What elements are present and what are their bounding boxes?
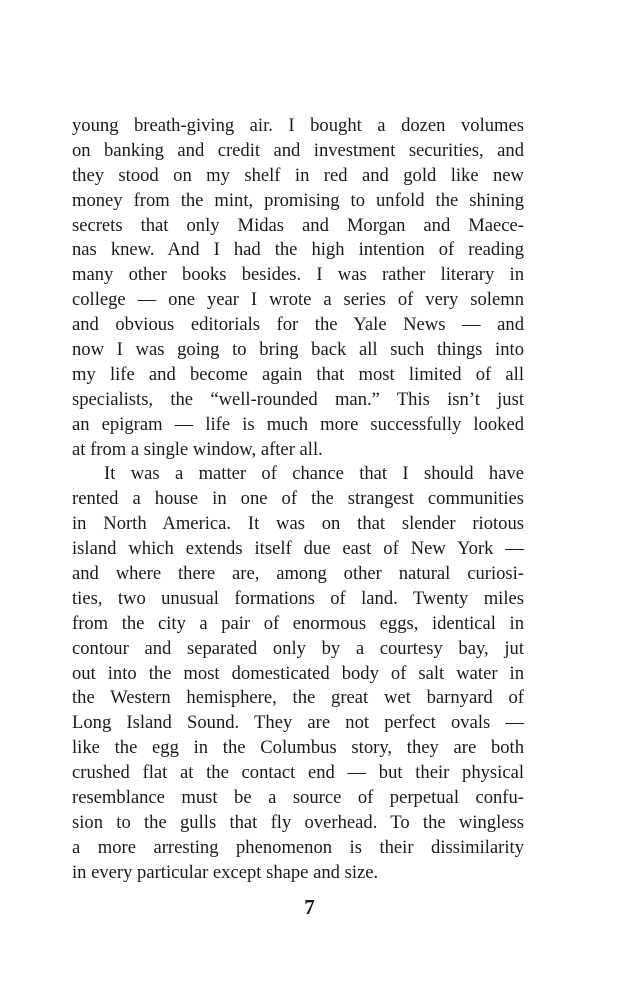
- text-line: and obvious editorials for the Yale News — and: [72, 314, 524, 336]
- text-line: and where there are, among other natural curiosi-: [72, 563, 524, 585]
- text-line: in North America. It was on that slender riotous: [72, 513, 524, 535]
- text-line: specialists, the “well-rounded man.” This isn’t just: [72, 388, 524, 410]
- text-line: young breath-giving air. I bought a dozen volumes: [72, 115, 524, 136]
- text-line: they stood on my shelf in red and gold like new: [72, 164, 524, 186]
- text-line: like the egg in the Columbus story, they are both: [72, 737, 524, 759]
- text-line: now I was going to bring back all such things into: [72, 339, 524, 361]
- text-line: ties, two unusual formations of land. Twenty miles: [72, 587, 524, 609]
- text-line: a more arresting phenomenon is their dissimilarity: [72, 836, 524, 858]
- paragraph-2: [72, 462, 524, 885]
- text-line: out into the most domesticated body of salt water in: [72, 662, 524, 684]
- text-line: an epigram — life is much more successfully looked: [72, 413, 524, 435]
- text-line: island which extends itself due east of New York —: [72, 538, 524, 560]
- text-line: the Western hemisphere, the great wet barnyard of: [72, 687, 524, 709]
- text-line: It was a matter of chance that I should have: [104, 463, 524, 485]
- body-text: [72, 114, 524, 886]
- text-line: on banking and credit and investment securities, and: [72, 139, 524, 161]
- paragraph-1: [72, 114, 524, 462]
- text-line: Long Island Sound. They are not perfect ovals —: [72, 712, 524, 734]
- text-line: secrets that only Midas and Morgan and Maece-: [72, 214, 524, 236]
- page-number: 7: [304, 895, 315, 919]
- text-line: rented a house in one of the strangest communities: [72, 488, 524, 510]
- text-line: from the city a pair of enormous eggs, identical in: [72, 612, 524, 634]
- text-line: at from a single window, after all.: [72, 438, 323, 460]
- text-line: sion to the gulls that fly overhead. To the wingless: [72, 811, 524, 833]
- text-line: my life and become again that most limited of all: [72, 363, 524, 385]
- text-line: crushed flat at the contact end — but their physical: [72, 762, 524, 784]
- text-line: resemblance must be a source of perpetual confu-: [72, 787, 524, 809]
- text-line: nas knew. And I had the high intention of reading: [72, 239, 524, 261]
- text-line: money from the mint, promising to unfold the shining: [72, 189, 524, 211]
- text-line: contour and separated only by a courtesy bay, jut: [72, 637, 524, 659]
- text-line: many other books besides. I was rather literary in: [72, 264, 524, 286]
- text-line: college — one year I wrote a series of very solemn: [72, 289, 524, 311]
- text-line: in every particular except shape and size.: [72, 861, 379, 883]
